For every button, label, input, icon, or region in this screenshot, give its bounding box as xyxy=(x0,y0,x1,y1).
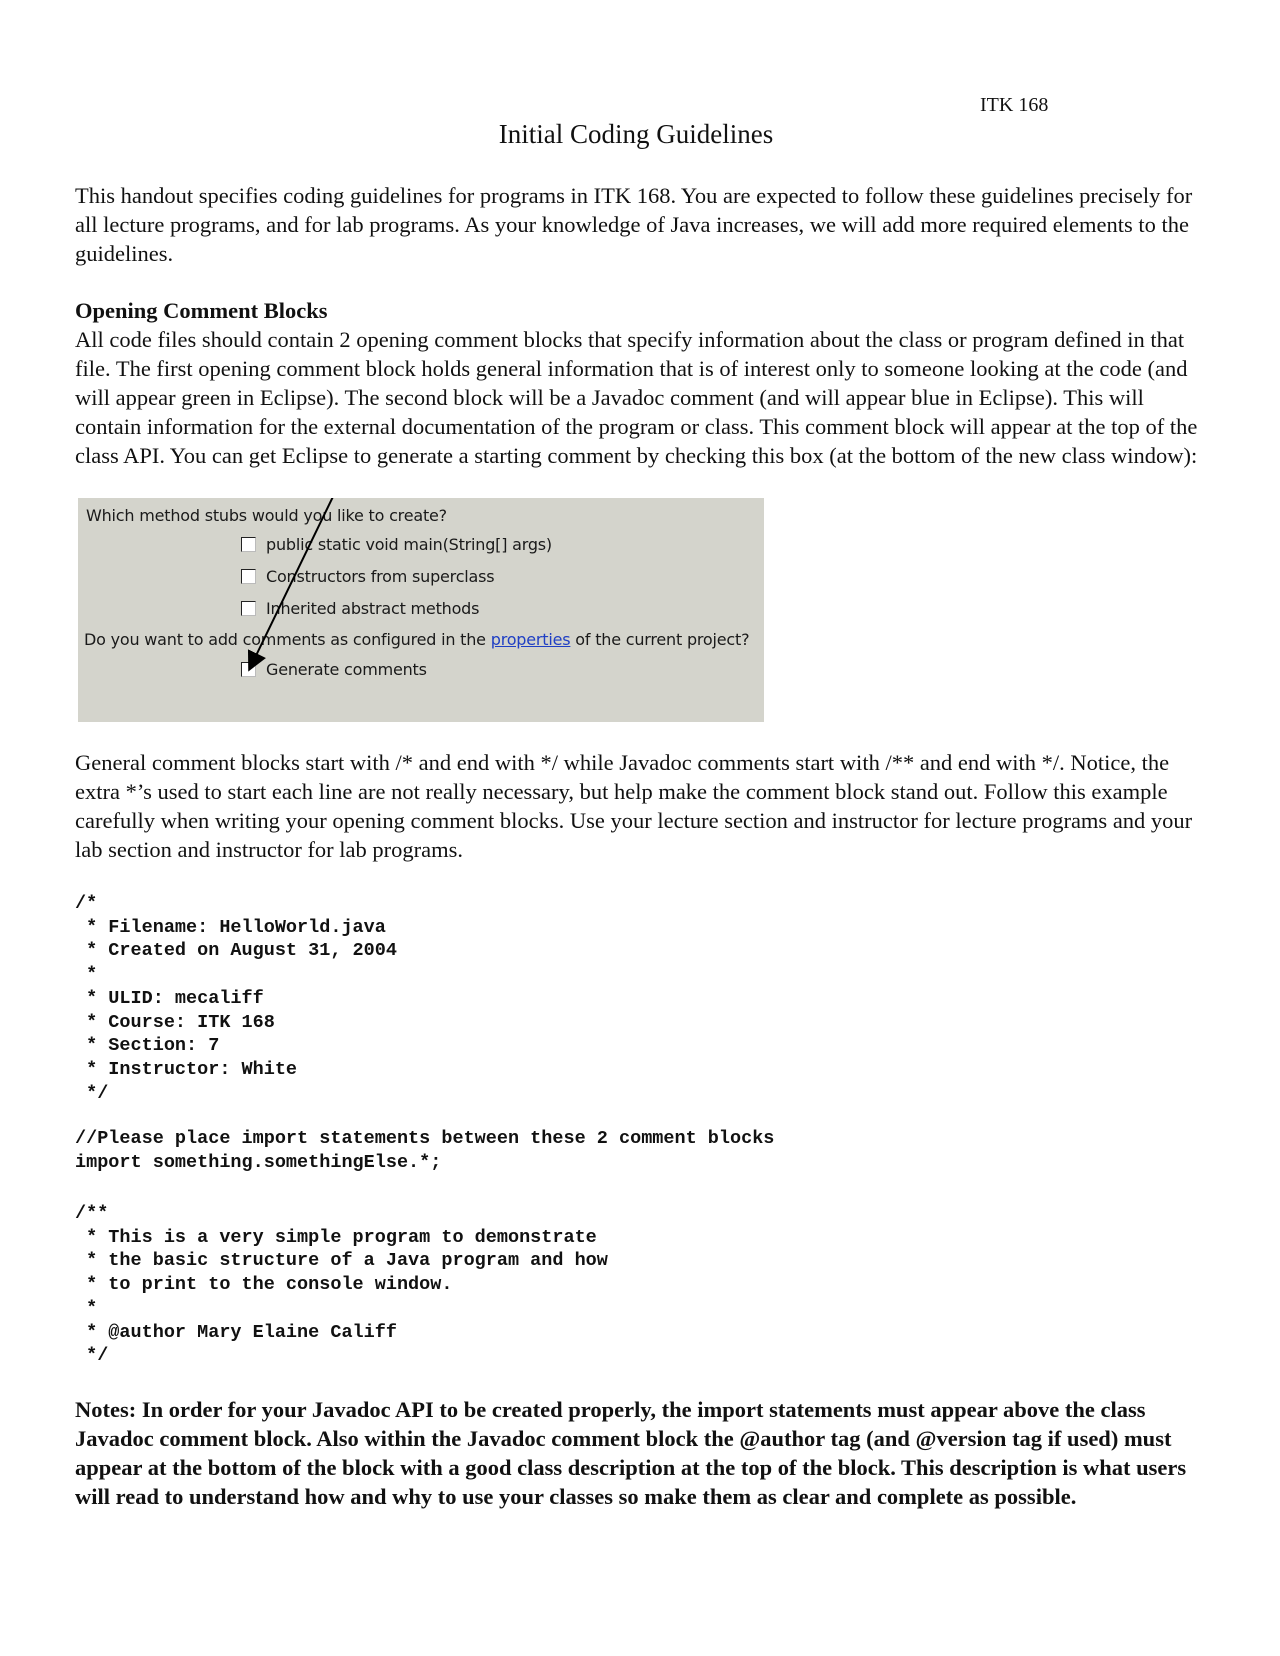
code-import-block: //Please place import statements between these 2 comment blocks import something.somethingElse.*; xyxy=(75,1128,775,1173)
course-code: ITK 168 xyxy=(980,94,1049,116)
intro-paragraph: This handout specifies coding guidelines for programs in ITK 168. You are expected to follow these guidelines precisely for all lecture programs, and for lab programs. As your knowledge of Java increases, we will add more required elements to the guidelines. xyxy=(75,183,1193,266)
code-javadoc-block: /** * This is a very simple program to demonstrate * the basic structure of a Java program and how * to print to the console window. * * @author Mary Elaine Califf */ xyxy=(75,1203,608,1367)
opening-comment-paragraph: All code files should contain 2 opening comment blocks that specify information about the class or program defined in that file. The first opening comment block holds general information that is of interest only to someone looking at the code (and will appear green in Eclipse). The second block will be a Javadoc comment (and will appear blue in Eclipse). This will contain information for the external documentation of the program or class. This comment block will appear at the top of the class API. You can get Eclipse to generate a starting comment by checking this box (at the bottom of the new class window): xyxy=(75,327,1198,468)
checkbox-label: public static void main(String[] args) xyxy=(266,535,552,554)
annotation-arrow-icon xyxy=(78,498,764,722)
comments-question-text: Do you want to add comments as configured in the xyxy=(84,630,486,649)
method-stubs-question: Which method stubs would you like to create? xyxy=(86,506,447,525)
checkbox-label: Generate comments xyxy=(266,660,427,679)
notes-paragraph: Notes: In order for your Javadoc API to be created properly, the import statements must appear above the class Javadoc comment block. Also within the Javadoc comment block the @author tag (and @version tag if used) must appear at the bottom of the block with a good class description at the top of the block. This description is what users will read to understand how and why to use your classes so make them as clear and complete as possible. xyxy=(75,1397,1187,1509)
document-title: Initial Coding Guidelines xyxy=(498,119,774,149)
properties-link[interactable]: properties xyxy=(490,630,571,649)
checkbox-label: Constructors from superclass xyxy=(266,567,495,586)
general-comment-paragraph: General comment blocks start with /* and end with */ while Javadoc comments start with /** and end with */. Notice, the extra *’s used to start each line are not really necessary, but help make the comment block stand out. Follow this example carefully when writing your opening comment blocks. Use your lecture section and instructor for lecture programs and your lab section and instructor for lab programs. xyxy=(75,750,1193,862)
section-heading-opening-comment-blocks: Opening Comment Blocks xyxy=(75,298,328,323)
code-header-comment-block: /* * Filename: HelloWorld.java * Created on August 31, 2004 * * ULID: mecaliff * Course: ITK 168 * Section: 7 * Instructor: White */ xyxy=(75,893,397,1104)
eclipse-new-class-dialog-screenshot xyxy=(78,498,764,722)
checkbox-label: Inherited abstract methods xyxy=(266,599,480,618)
comments-question-text-end: of the current project? xyxy=(575,630,750,649)
